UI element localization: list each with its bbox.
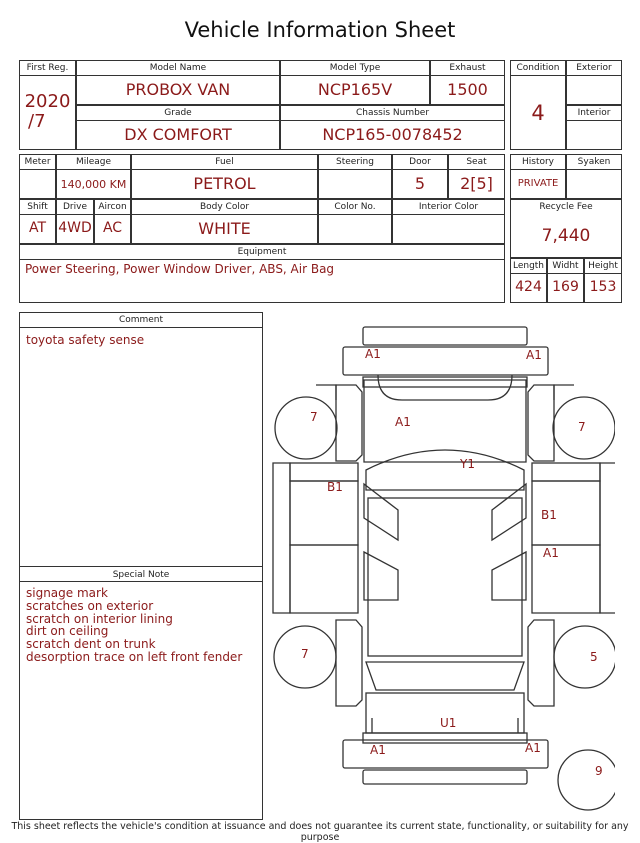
tire-rear-right: 5 <box>590 650 598 664</box>
chassis-label: Chassis Number <box>355 108 430 118</box>
special-note-line: signage mark <box>26 586 108 600</box>
seat-value: 2[5] <box>460 174 493 193</box>
exhaust-label: Exhaust <box>449 63 486 73</box>
color-no-cell <box>318 199 392 244</box>
condition-label: Condition <box>516 63 560 73</box>
mark-right-rear: A1 <box>543 546 559 560</box>
width-cell <box>547 258 584 303</box>
height-value: 153 <box>589 279 617 295</box>
interior-color-label: Interior Color <box>418 202 479 212</box>
equipment-value: Power Steering, Power Window Driver, ABS, Air Bag <box>25 262 335 276</box>
recycle-fee-label: Recycle Fee <box>539 202 593 212</box>
grade-label: Grade <box>164 108 192 118</box>
mark-rear-left: A1 <box>370 743 386 757</box>
exhaust-value: 1500 <box>447 80 488 99</box>
interior-color-cell <box>392 199 505 244</box>
mark-front-right: A1 <box>526 348 542 362</box>
chassis-value: NCP165-0078452 <box>322 125 463 144</box>
steering-label: Steering <box>336 157 374 167</box>
body-color-label: Body Color <box>199 202 250 212</box>
mark-left-side: B1 <box>327 480 343 494</box>
syaken-cell <box>566 154 622 199</box>
shift-value: AT <box>28 220 47 236</box>
history-cell <box>510 154 566 199</box>
special-note-label: Special Note <box>112 570 170 580</box>
disclaimer-footer: This sheet reflects the vehicle's condition at issuance and does not guarantee its current state, functionality, or suitability for any purpose <box>11 821 629 843</box>
special-note-line: desorption trace on left front fender <box>26 649 243 664</box>
model-type-value: NCP165V <box>317 80 393 99</box>
model-name-label: Model Name <box>149 63 207 73</box>
fuel-label: Fuel <box>215 157 234 167</box>
special-note-line: dirt on ceiling <box>26 624 109 639</box>
length-cell <box>510 258 547 303</box>
history-label: History <box>521 157 555 167</box>
door-value: 5 <box>414 174 426 193</box>
drive-cell <box>56 199 94 244</box>
grade-cell <box>76 105 280 150</box>
door-label: Door <box>409 157 431 167</box>
seat-cell <box>448 154 505 199</box>
page-title: Vehicle Information Sheet <box>184 18 456 42</box>
aircon-label: Aircon <box>98 202 127 212</box>
first-reg-year: 2020 <box>24 91 71 112</box>
car-damage-diagram <box>270 320 615 825</box>
mark-roof: Y1 <box>460 457 475 471</box>
recycle-fee-cell <box>510 199 622 258</box>
width-value: 169 <box>552 279 579 295</box>
mileage-value: 140,000 KM <box>60 178 127 191</box>
length-value: 424 <box>515 279 542 295</box>
model-type-label: Model Type <box>329 63 381 73</box>
steering-cell <box>318 154 392 199</box>
exhaust-cell <box>430 60 505 105</box>
aircon-value: AC <box>102 220 123 236</box>
length-label: Length <box>512 261 545 271</box>
first-reg-month: /7 <box>28 111 46 132</box>
chassis-cell <box>280 105 505 150</box>
mileage-label: Mileage <box>75 157 112 167</box>
special-note-line: scratches on exterior <box>26 598 154 613</box>
seat-label: Seat <box>466 157 487 167</box>
color-no-label: Color No. <box>334 202 376 212</box>
interior-cell <box>566 105 622 150</box>
equipment-label: Equipment <box>237 247 287 257</box>
special-note-header <box>19 566 263 582</box>
comment-text: toyota safety sense <box>26 333 145 347</box>
syaken-label: Syaken <box>577 157 611 167</box>
equipment-cell <box>19 244 505 303</box>
tire-spare: 9 <box>595 764 603 778</box>
model-name-cell <box>76 60 280 105</box>
height-label: Height <box>588 261 618 271</box>
grade-value: DX COMFORT <box>124 125 232 144</box>
meter-cell <box>19 154 56 199</box>
history-value: PRIVATE <box>517 178 559 189</box>
mark-hood: A1 <box>395 415 411 429</box>
shift-label: Shift <box>27 202 48 212</box>
first-reg-label: First Reg. <box>26 63 69 73</box>
mark-trunk: U1 <box>440 716 457 730</box>
model-type-cell <box>280 60 430 105</box>
drive-label: Drive <box>63 202 87 212</box>
fuel-value: PETROL <box>193 174 256 193</box>
special-note-list <box>26 587 242 664</box>
exterior-label: Exterior <box>576 63 612 73</box>
mileage-cell <box>56 154 131 199</box>
body-color-value: WHITE <box>198 219 251 238</box>
fuel-cell <box>131 154 318 199</box>
special-note-line: scratch dent on trunk <box>26 637 156 652</box>
meter-label: Meter <box>24 157 51 167</box>
exterior-cell <box>566 60 622 105</box>
mark-rear-right: A1 <box>525 741 541 755</box>
condition-cell <box>510 60 566 150</box>
width-label: Widht <box>552 261 579 271</box>
tire-front-left: 7 <box>310 410 318 424</box>
special-note-line: scratch on interior lining <box>26 611 173 626</box>
drive-value: 4WD <box>58 220 92 236</box>
condition-value: 4 <box>531 101 545 125</box>
interior-label: Interior <box>577 108 611 118</box>
mark-right-side: B1 <box>541 508 557 522</box>
tire-front-right: 7 <box>578 420 586 434</box>
height-cell <box>584 258 622 303</box>
shift-cell <box>19 199 56 244</box>
model-name-value: PROBOX VAN <box>125 80 231 99</box>
aircon-cell <box>94 199 131 244</box>
door-cell <box>392 154 448 199</box>
body-color-cell <box>131 199 318 244</box>
comment-header <box>19 312 263 328</box>
comment-label: Comment <box>118 315 164 325</box>
mark-front-left: A1 <box>365 347 381 361</box>
recycle-fee-value: 7,440 <box>541 226 591 246</box>
tire-rear-left: 7 <box>301 647 309 661</box>
first-reg-cell <box>19 60 76 150</box>
